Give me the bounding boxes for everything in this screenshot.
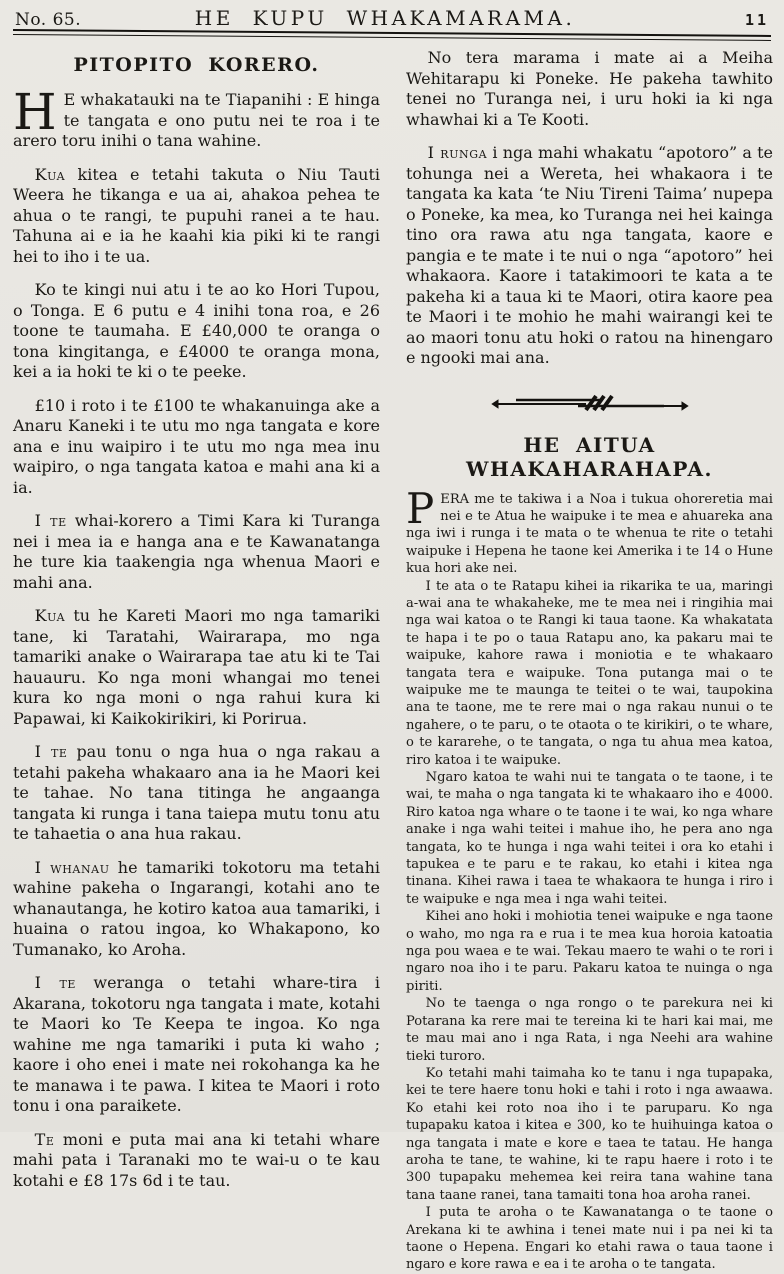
page-header <box>13 6 771 30</box>
paragraph: PERA me te takiwa i a Noa i tukua ohoreretia mai nei e te Atua he waipuke i te mea e ahuareka ana nga iwi i runga i te mata o te whenua te rite o tetahi waipuke i Hepena he taone kei Amerika i te 14 o Hune kua hori ake nei. <box>406 483 773 577</box>
paragraph: I te weranga o tetahi whare-tira i Akarana, tokotoru nga tangata i mate, kotahi te Maori ko Te Keepa te ingoa. Ko nga wahine me nga tamariki i puta ki waho ; kaore i oho enei i mate nei rokohanga ka he te manawa i te pawa. I kitea te Maori i roto tonu i ona paraikete. <box>13 973 380 1115</box>
paragraph: H E whakatauki na te Tiapanihi : E hinga te tangata e ono putu nei te roa i te arero toru inihi o tana wahine. <box>13 83 380 150</box>
paragraph: I te pau tonu o nga hua o nga rakau a tetahi pakeha whakaaro ana ia he Maori kei te tahae. No tana titinga he angaanga tangata ki runga i tana taiepa mutu tonu atu te tahaetia o ana hua rakau. <box>13 742 380 843</box>
paragraph: I whanau he tamariki tokotoru ma tetahi wahine pakeha o Ingarangi, kotahi ano te whanautanga, he kotiro katoa aua tamariki, i huaina o ratou ingoa, ko Whakapono, ko Tumanako, ko Aroha. <box>13 857 381 959</box>
paragraph: £10 i roto i te £100 te whakanuinga ake a Anaru Kaneki i te utu mo nga tangata e kore ana e inu waipiro i te utu mo nga mea inu waipiro, o nga tangata katoa e mahi ana ki a ia. <box>13 395 380 497</box>
right-column <box>406 48 773 1274</box>
paragraph: I te ata o te Ratapu kihei ia rikarika te ua, maringi a-wai ana te whakaheke, me te mea nei i ringihia mai nga wai katoa o te Rangi ki taua taone. Ka whakatata te hapa i te po o taua Ratapu ano, ka pakaru mai te waipuke, kahore rawa i moniotia e te whakaaro tangata tera e waipuke. Tona putanga mai o te waipuke me te maunga te teitei o te wai, taupokina ana te taone, me te rere mai o nga rakau nunui o te ngahere, o te paru, o te otaota o te kirikiri, o te whare, o te kararehe, o te tangata, o nga tu ahua mea katoa, riro katoa i te waipuke. <box>406 578 773 768</box>
paragraph: Kua tu he Kareti Maori mo nga tamariki tane, ki Taratahi, Wairarapa, mo nga tamariki anake o Wairarapa tae atu ki te Tai hauauru. Ko nga moni whangai mo tenei kura ko nga moni o nga rahui kura ki Papawai, ki Kaikokirikiri, ki Porirua. <box>13 606 380 728</box>
small-caps-lead: Te <box>34 1129 55 1149</box>
masthead-title: HE KUPU WHAKAMARAMA. <box>194 6 576 30</box>
section-divider-ornament <box>406 393 773 417</box>
drop-cap: H <box>13 83 57 141</box>
paragraph: Ko te kingi nui atu i te ao ko Hori Tupou, o Tonga. E 6 putu e 4 inihi tona roa, e 26 toone te taumaha. E £40,000 te oranga o tona kingitanga, e £4000 te oranga mona, kei a ia hoki te ki o te peeke. <box>13 280 380 381</box>
paragraph: I te whai-korero a Timi Kara ki Turanga nei i mea ia e hanga ana e te Kawanatanga he ture kia taakengia nga whenua Maori e mahi ana. <box>13 511 380 592</box>
paragraph: Te moni e puta mai ana ki tetahi whare mahi pata i Taranaki mo te wai-u o te kau kotahi e £8 17s 6d i te tau. <box>13 1129 380 1190</box>
small-caps-lead: Kua <box>34 606 66 625</box>
article-headline: HE AITUA WHAKAHARAHAPA. <box>466 432 713 481</box>
column-container <box>13 48 771 1274</box>
issue-number: No. 65. <box>15 10 82 30</box>
paragraph: No te taenga o nga rongo o te parekura nei ki Potarana ka rere mai te tereina ki te hari kai mai, me te mau mai ano i nga Rata, i nga Neehi ara wahine tieki turoro. <box>406 996 773 1064</box>
paragraph: No tera marama i mate ai a Meiha Wehitarapu ki Poneke. He pakeha tawhito tenei no Turanga nei, i uru hoki ia ki nga whawhai ki a Te Kooti. <box>406 48 773 129</box>
small-caps-lead: I te <box>34 742 68 761</box>
drop-cap: P <box>406 483 435 533</box>
small-caps-lead: Kua <box>34 164 66 184</box>
page-number: 11 <box>744 11 769 29</box>
paragraph: I runga i nga mahi whakatu “apotoro” a te tohunga nei a Wereta, hei whakaora i te tangata ka kata ‘te Niu Tireni Taima’ nupepa o Poneke, ka mea, ko Turanga nei hei kainga tino ora rawa atu nga tangata, kaore e pangia e te mate i te nui o nga “apotoro” hei whakaora. Kaore i tatakimoori te kata a te pakeha ki a taua ki te Maori, otira kaore pea te Maori i te mohio he mahi wairangi kei te ao maori tonu atu hoki o ratou na hinengaro e ngooki mai ana. <box>406 143 773 367</box>
paragraph: I puta te aroha o te Kawanatanga o te taone o Arekana ki te awhina i tenei mate nui i pa nei ki ta taone o Hepena. Engari ko etahi rawa o taua taone i ngaro e kore rawa e ea i te aroha o te tangata. <box>406 1205 773 1273</box>
small-caps-lead: I whanau <box>34 857 110 877</box>
left-column <box>13 48 380 1274</box>
small-caps-lead: I runga <box>427 143 488 162</box>
small-caps-lead: I te <box>34 973 77 992</box>
header-rule <box>13 29 771 41</box>
paragraph: Ngaro katoa te wahi nui te tangata o te taone, i te wai, te maha o nga tangata ki te whakaaro iho e 4000. Riro katoa nga whare o te taone i te wai, ko nga whare anake i nga wahi teitei i mahue iho, he pera ano nga tangata, ko te hunga i nga wahi teitei i ora ko etahi i tapukea e te paru e te rakau, ko etahi i kitea nga tinana. Kihei rawa i taea te whakaora te hunga i riro i te waipuke e nga mea i nga wahi teitei. <box>406 770 773 907</box>
small-caps-lead: I te <box>34 511 67 530</box>
article-headline: PITOPITO KORERO. <box>73 54 320 76</box>
paragraph: Kua kitea e tetahi takuta o Niu Tauti Weera he tikanga e ua ai, ahakoa pehea te ahua o te rangi, te pupuhi ranei a te hau. Tahuna ai e ia he kaahi kia piki ki te rangi hei to iho i te ua. <box>13 164 380 266</box>
paragraph: Ko tetahi mahi taimaha ko te tanu i nga tupapaka, kei te tere haere tonu hoki e tahi i roto i nga awaawa. Ko etahi kei roto noa iho i te paruparu. Ko nga tupapaku katoa i kitea e 300, ko te huihuinga katoa o nga tangata i mate e kore e taea te tatau. He hanga aroha te tane, te wahine, ki te rapu haere i roto i te 300 tupapaku mehemea kei reira tana wahine tana tana taane ranei, tana tamaiti tona hoa aroha ranei. <box>406 1065 773 1203</box>
paragraph: Kihei ano hoki i mohiotia tenei waipuke e nga taone o waho, mo nga ra e rua i te mea kua horoia katoatia nga pou waea e te wai. Tekau maero te wahi o te rori i ngaro noa iho i te paru. Pakaru katoa te nuinga o nga piriti. <box>406 909 773 994</box>
